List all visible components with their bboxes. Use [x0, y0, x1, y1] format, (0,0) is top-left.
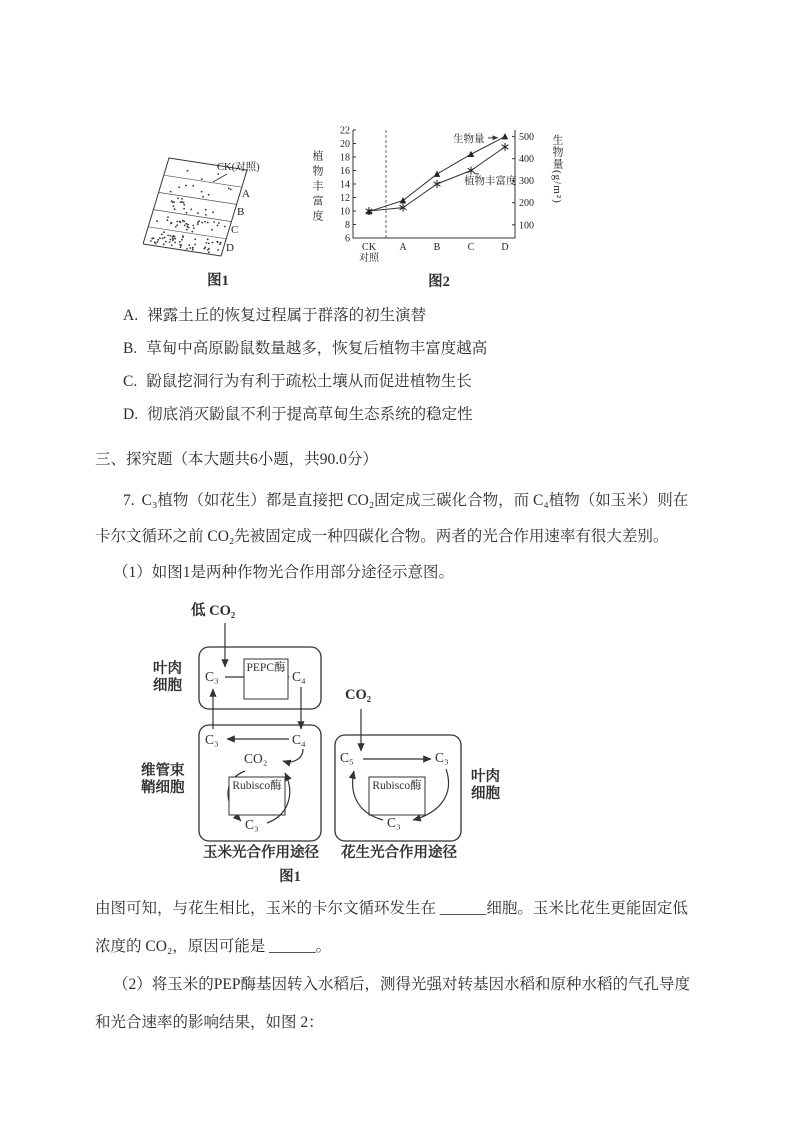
right-axis-label: 生物量(g/m²): [551, 134, 563, 204]
left-tick-label: 22: [340, 125, 350, 137]
soil-dots: [150, 170, 232, 253]
options-list: [95, 299, 699, 431]
option-a: [123, 299, 699, 332]
pathway-diagram-svg: [141, 601, 561, 865]
option-c: [123, 365, 699, 398]
left-tick-label: 6: [345, 233, 350, 245]
left-tick-label: 16: [340, 166, 350, 177]
star-marker: [434, 180, 441, 188]
left-axis-label: 植物丰富度: [311, 150, 323, 225]
right-tick-label: 500: [519, 132, 534, 144]
co2-bundle-sheath: CO₂: [244, 751, 268, 766]
section-header: 三、探究题（本大题共6小题，共90.0分）: [95, 451, 378, 468]
mesophyll-label: 叶肉细胞: [153, 661, 182, 695]
right-tick-label: 200: [519, 198, 534, 210]
c3-peanut-bottom: C₃: [387, 815, 401, 830]
left-tick-label: 14: [340, 179, 350, 191]
annotation-biomass: 生物量: [453, 134, 485, 145]
c3-calvin-maize: C₃: [245, 817, 259, 832]
option-b: [123, 332, 699, 365]
question7-fill-text: 由图可知，与花生相比，玉米的卡尔文循环发生在 ______细胞。玉米比花生更能固定低浓度的 CO₂，原因可能是 ______。: [95, 900, 688, 955]
zone-label-a: A: [242, 188, 250, 200]
annotation-leader: [474, 174, 479, 175]
figure1-block: [143, 150, 293, 290]
triangle-marker: [468, 151, 474, 157]
option-d-text: 彻底消灭鼢鼠不利于提高草甸生态系统的稳定性: [147, 406, 473, 423]
c3-peanut-top: C₃: [435, 750, 449, 765]
c4-mesophyll: C₄: [292, 669, 306, 684]
pathway-diagram-caption: 图1: [279, 869, 301, 885]
star-marker: [502, 143, 509, 151]
question7-part1: （1）如图1是两种作物光合作用部分途径示意图。: [113, 564, 455, 581]
left-tick-label: 12: [340, 193, 350, 204]
left-tick-label: 8: [345, 220, 350, 231]
low-co2-label: 低 CO₂: [191, 603, 236, 619]
triangle-marker: [400, 197, 406, 203]
left-tick-label: 10: [340, 206, 350, 218]
mound-zones-figure: [143, 150, 293, 262]
option-b-text: 草甸中高原鼢鼠数量越多，恢复后植物丰富度越高: [146, 340, 488, 357]
option-b-key: B.: [123, 340, 138, 357]
zone-label-c: C: [231, 224, 239, 236]
pathway-diagram: [141, 601, 561, 865]
star-marker: [468, 167, 475, 175]
rubisco-enzyme-peanut: Rubisco酶: [372, 780, 422, 792]
figure1-caption: 图1: [207, 273, 229, 289]
right-tick-label: 100: [519, 220, 534, 232]
question7-part2: （2）将玉米的PEP酶基因转入水稻后，测得光强对转基因水稻和原种水稻的气孔导度和光合速率的影响结果，如图 2：: [95, 976, 690, 1031]
c5-peanut: C₅: [340, 750, 354, 765]
x-tick-label: CK: [362, 242, 376, 253]
co2-peanut-label: CO₂: [345, 687, 372, 703]
zone-label-ck: CK(对照): [217, 162, 260, 173]
right-tick-label: 400: [519, 154, 534, 166]
question7-intro-text: C₃植物（如花生）都是直接把 CO₂固定成三碳化合物，而 C₄植物（如玉米）则在卡尔文循环之前 CO₂先被固定成一种四碳化合物。两者的光合作用速率有很大差别。: [95, 492, 689, 545]
option-a-key: A.: [123, 307, 139, 324]
peanut-mesophyll-label: 叶肉细胞: [471, 769, 500, 803]
left-tick-label: 18: [340, 152, 350, 164]
rubisco-enzyme-maize: Rubisco酶: [232, 780, 282, 792]
question7-number: 7.: [123, 492, 135, 509]
maize-pathway-caption: 玉米光合作用途径: [203, 845, 319, 861]
figure2-block: [303, 120, 575, 291]
triangle-marker: [502, 133, 508, 139]
x-tick-label: 对照: [359, 253, 379, 264]
option-c-text: 鼢鼠挖洞行为有利于疏松土壤从而促进植物生长: [146, 373, 472, 390]
c4-bundle-sheath: C₄: [292, 732, 306, 747]
triangle-marker: [434, 171, 440, 177]
annotation-richness: 植物丰富度: [464, 176, 517, 187]
question7-intro: [95, 483, 699, 555]
zone-label-d: D: [226, 242, 234, 254]
option-d: [123, 398, 699, 431]
richness-biomass-line-chart: [307, 120, 567, 268]
x-tick-label: D: [501, 242, 509, 253]
bundle-sheath-label: 维管束鞘细胞: [141, 763, 185, 797]
c3-mesophyll: C₃: [205, 669, 219, 684]
option-c-key: C.: [123, 373, 138, 390]
option-d-key: D.: [123, 406, 139, 423]
option-a-text: 裸露土丘的恢复过程属于群落的初生演替: [147, 307, 427, 324]
top-figures-row: [95, 120, 699, 291]
figure2-caption: 图2: [428, 274, 450, 290]
c3-bundle-sheath: C₃: [205, 732, 219, 747]
x-tick-label: B: [433, 242, 441, 253]
pathway-diagram-block: [95, 601, 699, 886]
x-tick-label: A: [399, 242, 407, 253]
left-tick-label: 20: [340, 139, 350, 150]
right-tick-label: 300: [519, 176, 534, 188]
x-tick-label: C: [467, 242, 475, 253]
peanut-pathway-caption: 花生光合作用途径: [341, 845, 457, 861]
zone-label-b: B: [237, 206, 245, 218]
pepc-enzyme-label: PEPC酶: [246, 662, 286, 674]
